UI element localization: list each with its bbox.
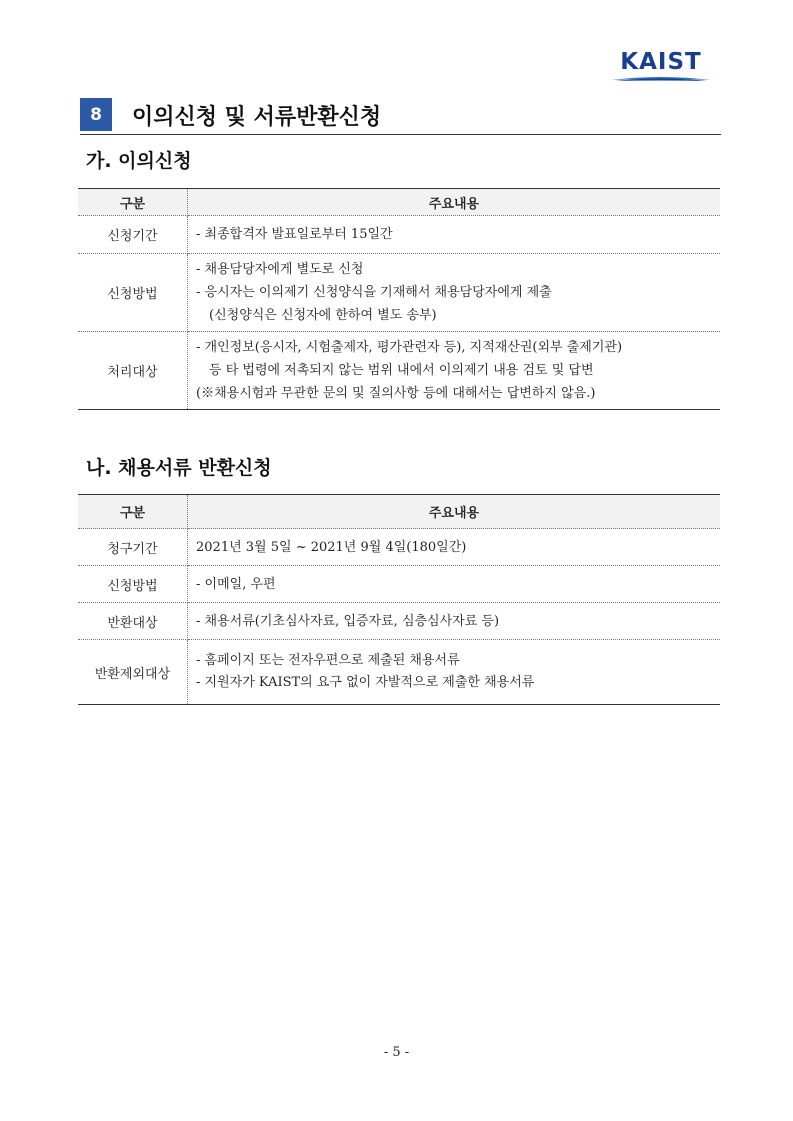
row-content — [188, 332, 721, 410]
row-label: 처리대상 — [78, 332, 188, 410]
table-row — [78, 566, 720, 603]
table-row — [78, 332, 720, 410]
section-header — [80, 96, 721, 135]
row-content — [188, 529, 721, 566]
column-header: 구분 — [78, 189, 188, 216]
content-line: (신청양식은 신청자에 한하여 별도 송부) — [209, 308, 437, 323]
column-header: 주요내용 — [188, 495, 721, 529]
row-content — [188, 640, 721, 705]
content-line: - 응시자는 이의제기 신청양식을 기재해서 채용담당자에게 제출 — [196, 285, 552, 300]
kaist-logo — [609, 50, 713, 84]
table-header-row — [78, 495, 720, 529]
logo-text: KAIST — [620, 49, 702, 75]
content-line: - 개인정보(응시자, 시험출제자, 평가관련자 등), 지적재산권(외부 출제기관) — [196, 340, 623, 355]
subsection-heading-objection: 가. 이의신청 — [86, 150, 192, 172]
content-line: - 채용담당자에게 별도로 신청 — [196, 262, 364, 277]
table-row — [78, 529, 720, 566]
row-label: 반환대상 — [78, 603, 188, 640]
row-label: 신청방법 — [78, 566, 188, 603]
column-header: 주요내용 — [188, 189, 721, 216]
content-line: - 채용서류(기초심사자료, 입증자료, 심층심사자료 등) — [196, 613, 500, 629]
table-row — [78, 254, 720, 332]
table-row — [78, 603, 720, 640]
content-line: (※채용시험과 무관한 문의 및 질의사항 등에 대해서는 답변하지 않음.) — [196, 386, 596, 401]
row-label: 청구기간 — [78, 529, 188, 566]
column-header: 구분 — [78, 495, 188, 529]
logo-swoosh-icon — [609, 75, 713, 84]
section-title: 이의신청 및 서류반환신청 — [132, 105, 382, 130]
row-content — [188, 603, 721, 640]
objection-table — [78, 188, 720, 410]
table-header-row — [78, 189, 720, 216]
content-line: 등 타 법령에 저촉되지 않는 범위 내에서 이의제기 내용 검토 및 답변 — [209, 363, 594, 378]
row-content — [188, 216, 721, 254]
row-label: 반환제외대상 — [78, 640, 188, 705]
row-label: 신청방법 — [78, 254, 188, 332]
subsection-heading-document-return: 나. 채용서류 반환신청 — [86, 457, 272, 479]
table-row — [78, 640, 720, 705]
content-line: - 홈페이지 또는 전자우편으로 제출된 채용서류 — [196, 653, 460, 668]
row-content — [188, 254, 721, 332]
document-return-table — [78, 494, 720, 705]
content-line: - 지원자가 KAIST의 요구 없이 자발적으로 제출한 채용서류 — [196, 675, 535, 690]
content-line: - 최종합격자 발표일로부터 15일간 — [196, 227, 393, 242]
row-content — [188, 566, 721, 603]
content-line: 2021년 3월 5일 ~ 2021년 9월 4일(180일간) — [196, 539, 467, 555]
row-label: 신청기간 — [78, 216, 188, 254]
content-line: - 이메일, 우편 — [196, 576, 276, 592]
section-number-badge: 8 — [80, 98, 112, 131]
table-row — [78, 216, 720, 254]
page-number: - 5 - — [383, 1045, 410, 1060]
